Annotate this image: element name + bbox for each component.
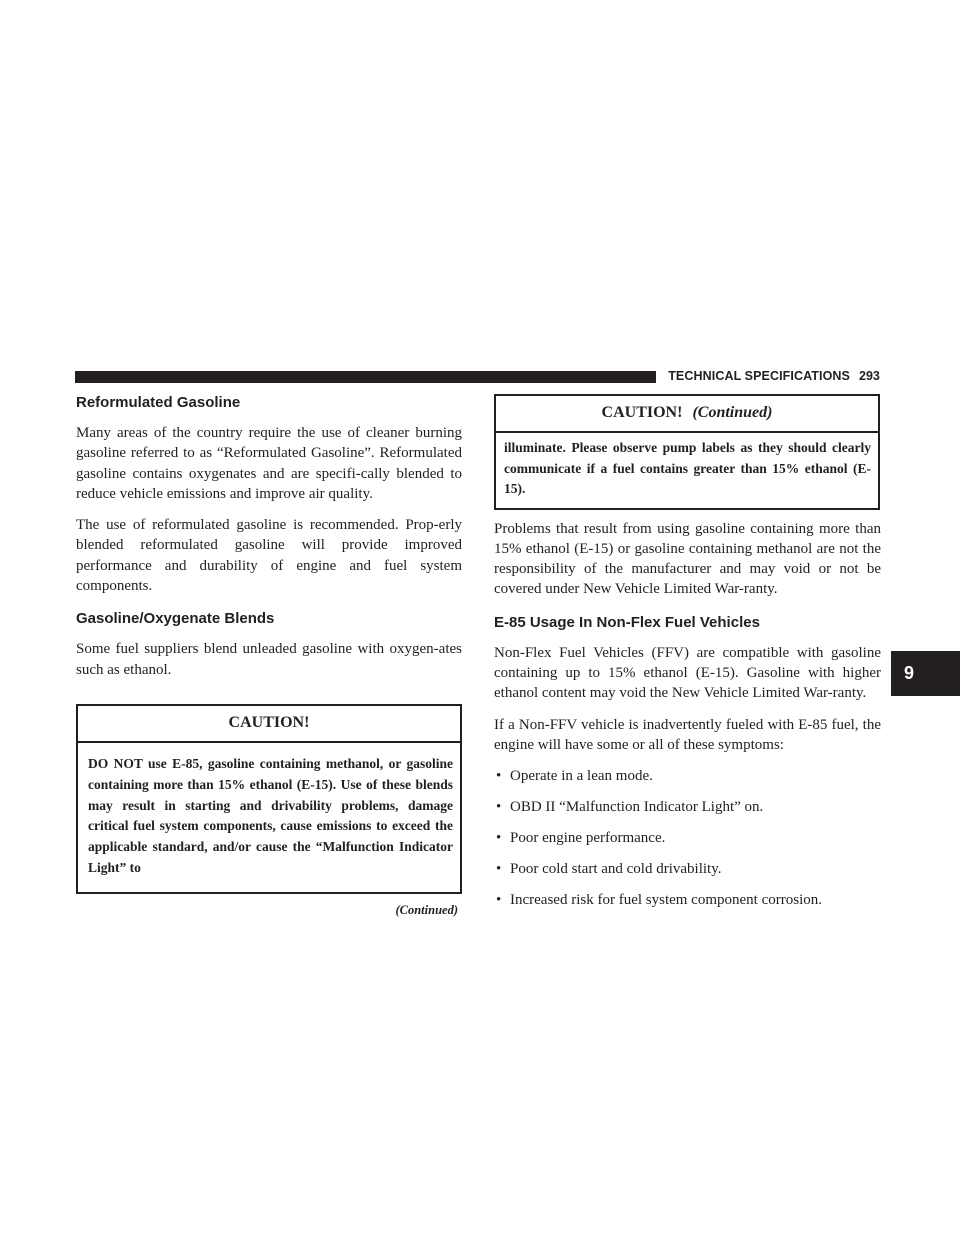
symptom-list bbox=[494, 766, 881, 910]
caution-box-continued bbox=[494, 394, 880, 510]
caution-text: DO NOT use E-85, gasoline containing methanol, or gasoline containing more than 15% ethanol (E-15). Use of these blends may result in starting and drivability problems, damage critical fuel system components, cause emissions to exceed the applicable standard, and/or cause the “Malfunction Indicator Light” to bbox=[88, 755, 453, 875]
list-item bbox=[494, 859, 881, 879]
bullet: • bbox=[496, 768, 502, 785]
paragraph: Some fuel suppliers blend unleaded gasoline with oxygen-ates such as ethanol. bbox=[76, 641, 462, 678]
heading-reformulated-gasoline: Reformulated Gasoline bbox=[76, 394, 241, 411]
paragraph: The use of reformulated gasoline is recommended. Prop-erly blended reformulated gasoline will provide improved performance and durability of engine and fuel system components. bbox=[76, 517, 462, 595]
paragraph: Non-Flex Fuel Vehicles (FFV) are compatible with gasoline containing up to 15% ethanol (E-15). Gasoline with higher ethanol content may void the New Vehicle Limited War-ranty. bbox=[494, 644, 881, 702]
list-item-text: Poor engine performance. bbox=[510, 830, 666, 847]
paragraph: If a Non-FFV vehicle is inadvertently fueled with E-85 fuel, the engine will have some or all of these symptoms: bbox=[494, 716, 881, 753]
section-title: TECHNICAL SPECIFICATIONS bbox=[668, 369, 850, 383]
caution-box bbox=[76, 704, 462, 894]
caution-title-text: CAUTION! bbox=[601, 404, 683, 421]
caution-title bbox=[496, 396, 878, 433]
list-item-text: Operate in a lean mode. bbox=[510, 768, 653, 785]
bullet: • bbox=[496, 830, 502, 847]
bullet: • bbox=[496, 799, 502, 816]
heading-e85-usage: E-85 Usage In Non-Flex Fuel Vehicles bbox=[494, 613, 760, 631]
list-item-text: Increased risk for fuel system component corrosion. bbox=[510, 892, 822, 909]
list-item-text: Poor cold start and cold drivability. bbox=[510, 861, 722, 878]
caution-continued-label: (Continued) bbox=[692, 404, 773, 421]
list-item bbox=[494, 797, 881, 817]
left-column bbox=[76, 394, 462, 918]
list-item bbox=[494, 766, 881, 786]
page-number: 293 bbox=[859, 369, 880, 383]
bullet: • bbox=[496, 861, 502, 878]
caution-title: CAUTION! bbox=[78, 706, 460, 743]
caution-text: illuminate. Please observe pump labels as they should clearly communicate if a fuel contains greater than 15% ethanol (E-15). bbox=[504, 440, 871, 496]
bullet: • bbox=[496, 892, 502, 909]
list-item bbox=[494, 828, 881, 848]
header-rule bbox=[75, 371, 656, 383]
paragraph: Many areas of the country require the use of cleaner burning gasoline referred to as “Reformulated Gasoline”. Reformulated gasoline contains oxygenates and are specifi-cally blended to reduce vehicle emissions and improve air quality. bbox=[76, 425, 462, 502]
paragraph: Problems that result from using gasoline containing more than 15% ethanol (E-15) or gasoline containing methanol are not the responsibility of the manufacturer and may void or not be covered under New Vehicle Limited War-ranty. bbox=[494, 520, 881, 598]
heading-oxygenate-blends: Gasoline/Oxygenate Blends bbox=[76, 610, 275, 628]
list-item-text: OBD II “Malfunction Indicator Light” on. bbox=[510, 799, 764, 816]
chapter-tab: 9 bbox=[891, 651, 960, 696]
list-item bbox=[494, 890, 881, 910]
right-column bbox=[494, 394, 881, 921]
continued-label: (Continued) bbox=[395, 902, 458, 917]
